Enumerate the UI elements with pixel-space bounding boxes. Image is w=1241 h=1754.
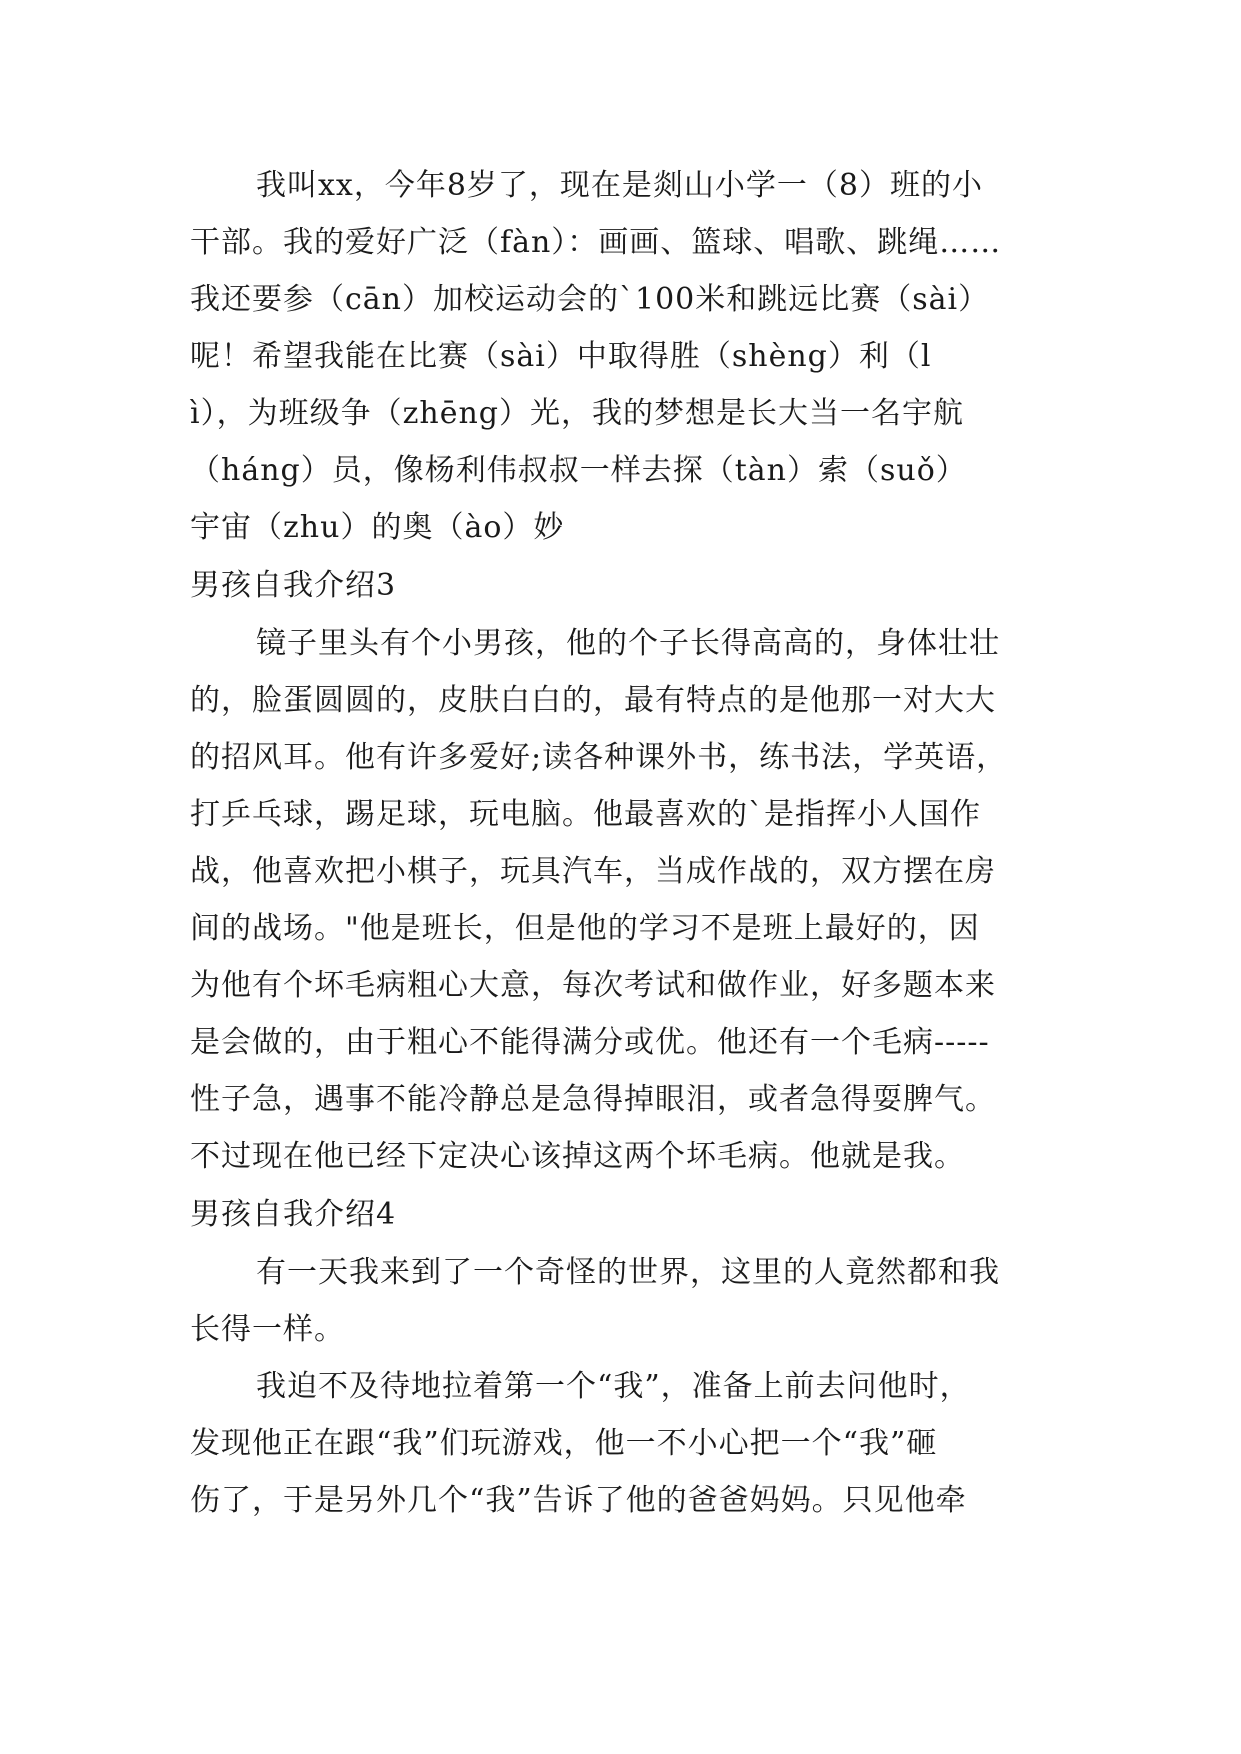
- paragraph-line: 不过现在他已经下定决心该掉这两个坏毛病。他就是我。: [190, 1139, 965, 1174]
- paragraph-line: 镜子里头有个小男孩，他的个子长得高高的，身体壮壮: [256, 626, 1000, 661]
- paragraph-line: 性子急，遇事不能冷静总是急得掉眼泪，或者急得耍脾气。: [190, 1082, 996, 1117]
- paragraph-line: 发现他正在跟“我”们玩游戏，他一不小心把一个“我”砸: [190, 1426, 938, 1461]
- paragraph-line: 间的战场。"他是班长，但是他的学习不是班上最好的，因: [190, 911, 980, 946]
- paragraph-line: 长得一样。: [190, 1312, 345, 1347]
- paragraph-line: （háng）员，像杨利伟叔叔一样去探（tàn）索（suǒ）: [190, 453, 967, 488]
- section-heading: 男孩自我介绍4: [190, 1197, 397, 1232]
- paragraph-line: 呢！希望我能在比赛（sài）中取得胜（shèng）利（l: [190, 339, 932, 374]
- paragraph-line: 我还要参（cān）加校运动会的`100米和跳远比赛（sài）: [190, 282, 990, 317]
- paragraph-line: 我叫xx，今年8岁了，现在是剡山小学一（8）班的小: [256, 168, 984, 203]
- paragraph-line: 的招风耳。他有许多爱好;读各种课外书，练书法，学英语，: [190, 740, 1008, 775]
- paragraph-line: 有一天我来到了一个奇怪的世界，这里的人竟然都和我: [256, 1255, 1000, 1290]
- paragraph-line: ì），为班级争（zhēng）光，我的梦想是长大当一名宇航: [190, 396, 965, 431]
- paragraph-line: 伤了，于是另外几个“我”告诉了他的爸爸妈妈。只见他牵: [190, 1483, 967, 1518]
- paragraph-line: 干部。我的爱好广泛（fàn）：画画、篮球、唱歌、跳绳……: [190, 225, 1002, 260]
- section-heading: 男孩自我介绍3: [190, 568, 397, 603]
- paragraph-line: 为他有个坏毛病粗心大意，每次考试和做作业，好多题本来: [190, 968, 996, 1003]
- paragraph-line: 我迫不及待地拉着第一个“我”，准备上前去问他时，: [256, 1369, 971, 1404]
- paragraph-line: 战，他喜欢把小棋子，玩具汽车，当成作战的，双方摆在房: [190, 854, 996, 889]
- paragraph-line: 的，脸蛋圆圆的，皮肤白白的，最有特点的是他那一对大大: [190, 683, 996, 718]
- paragraph-line: 是会做的，由于粗心不能得满分或优。他还有一个毛病-----: [190, 1025, 990, 1060]
- paragraph-line: 打乒乓球，踢足球，玩电脑。他最喜欢的`是指挥小人国作: [190, 797, 981, 832]
- paragraph-line: 宇宙（zhu）的奥（ào）妙: [190, 510, 565, 545]
